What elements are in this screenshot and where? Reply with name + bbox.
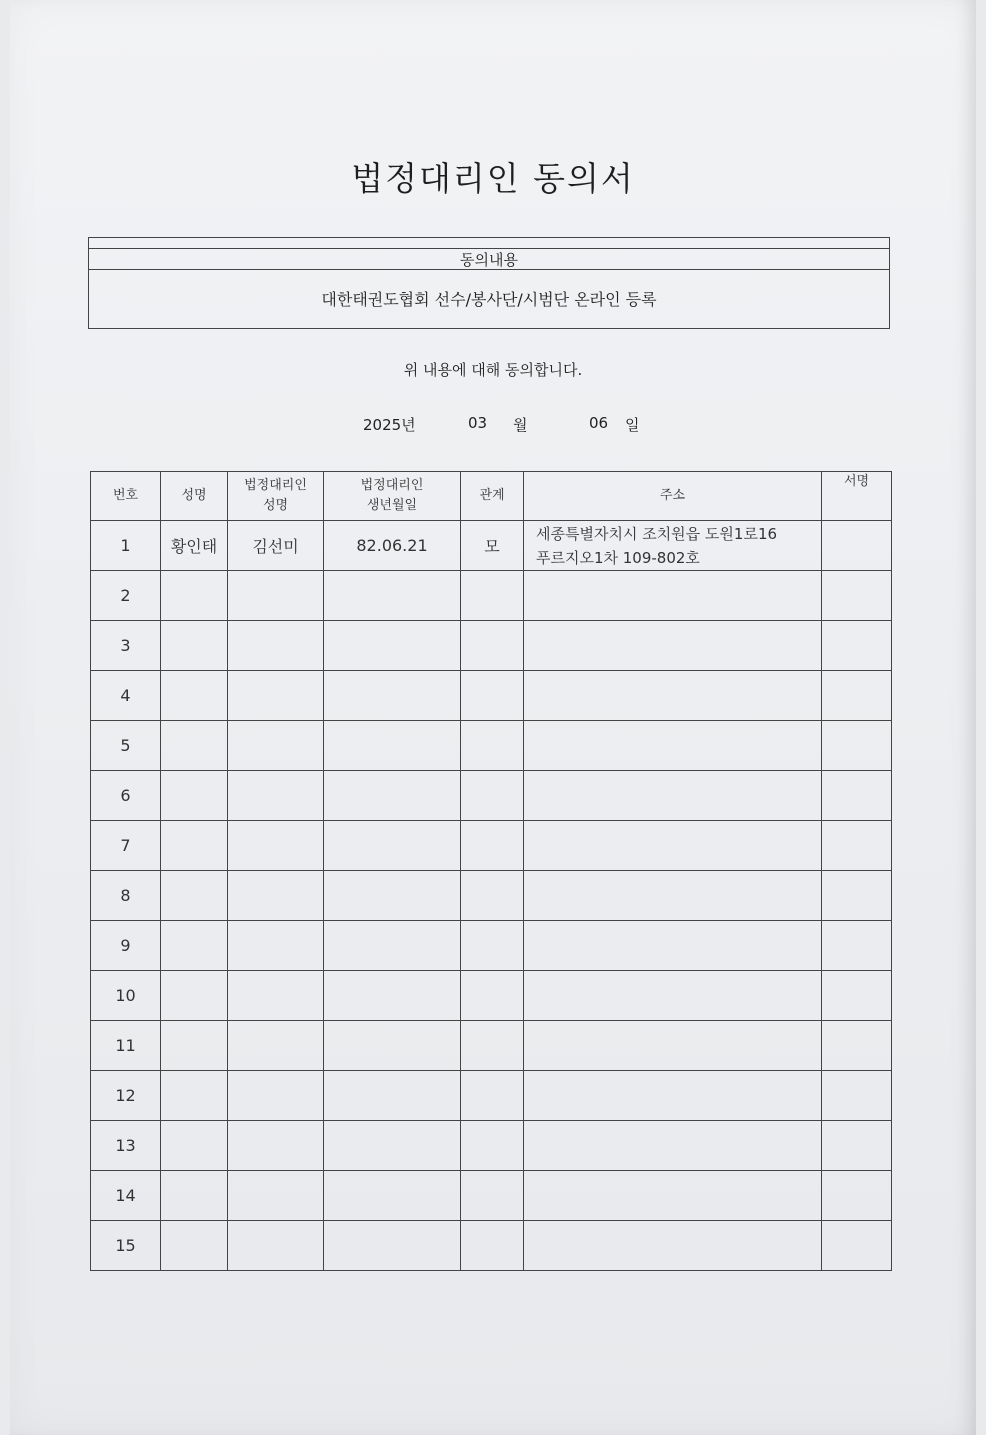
cell-no: 15	[91, 1221, 161, 1271]
cell-relation	[461, 971, 524, 1021]
cell-name	[161, 821, 228, 871]
cell-address	[524, 1171, 822, 1221]
cell-address	[524, 1221, 822, 1271]
cell-signature	[822, 671, 892, 721]
cell-signature	[822, 971, 892, 1021]
cell-signature	[822, 921, 892, 971]
header-no: 번호	[91, 472, 161, 521]
cell-relation	[461, 1121, 524, 1171]
consent-box	[88, 237, 890, 329]
cell-guardian-birth	[324, 1071, 461, 1121]
cell-guardian-name	[228, 771, 324, 821]
table-row	[91, 571, 892, 621]
cell-no: 6	[91, 771, 161, 821]
cell-signature	[822, 1021, 892, 1071]
date-year: 2025년	[363, 416, 416, 434]
cell-no: 14	[91, 1171, 161, 1221]
cell-relation	[461, 671, 524, 721]
cell-name	[161, 621, 228, 671]
cell-relation: 모	[461, 521, 524, 571]
cell-guardian-birth	[324, 721, 461, 771]
cell-signature	[822, 1121, 892, 1171]
cell-signature	[822, 821, 892, 871]
cell-address	[524, 771, 822, 821]
cell-address	[524, 1071, 822, 1121]
cell-guardian-birth	[324, 921, 461, 971]
date-day-label: 일	[625, 416, 640, 434]
cell-address	[524, 971, 822, 1021]
header-signature: 서명	[822, 472, 892, 521]
cell-guardian-birth	[324, 871, 461, 921]
cell-signature	[822, 571, 892, 621]
cell-name	[161, 1071, 228, 1121]
cell-address: 세종특별자치시 조치원읍 도원1로16 푸르지오1차 109-802호	[524, 521, 822, 571]
cell-no: 9	[91, 921, 161, 971]
cell-name	[161, 921, 228, 971]
table-row	[91, 621, 892, 671]
cell-guardian-name: 김선미	[228, 521, 324, 571]
cell-guardian-name	[228, 1221, 324, 1271]
cell-relation	[461, 1171, 524, 1221]
header-guardian-name: 법정대리인 성명	[228, 472, 324, 521]
date-month: 03	[468, 414, 488, 432]
cell-no: 13	[91, 1121, 161, 1171]
consent-box-content: 대한태권도협회 선수/봉사단/시범단 온라인 등록	[321, 290, 657, 309]
consent-box-header: 동의내용	[89, 248, 889, 270]
cell-guardian-name	[228, 1171, 324, 1221]
table-row	[91, 1121, 892, 1171]
cell-guardian-name	[228, 821, 324, 871]
table-row	[91, 721, 892, 771]
cell-name	[161, 871, 228, 921]
cell-name	[161, 1121, 228, 1171]
cell-signature	[822, 871, 892, 921]
cell-relation	[461, 571, 524, 621]
cell-name	[161, 671, 228, 721]
cell-name	[161, 571, 228, 621]
cell-name	[161, 1171, 228, 1221]
cell-no: 11	[91, 1021, 161, 1071]
cell-guardian-birth	[324, 1021, 461, 1071]
cell-guardian-name	[228, 871, 324, 921]
cell-name: 황인태	[161, 521, 228, 571]
cell-guardian-name	[228, 921, 324, 971]
header-guardian-birth: 법정대리인 생년월일	[324, 472, 461, 521]
cell-address	[524, 1121, 822, 1171]
table-header	[91, 472, 892, 521]
document-title: 법정대리인 동의서	[351, 159, 635, 198]
header-address: 주소	[524, 472, 822, 521]
table-row	[91, 1171, 892, 1221]
cell-name	[161, 721, 228, 771]
table-row	[91, 971, 892, 1021]
date-day: 06	[589, 414, 609, 432]
header-name: 성명	[161, 472, 228, 521]
cell-guardian-name	[228, 571, 324, 621]
cell-no: 4	[91, 671, 161, 721]
cell-signature	[822, 621, 892, 671]
cell-name	[161, 1221, 228, 1271]
cell-guardian-name	[228, 1121, 324, 1171]
cell-guardian-name	[228, 1071, 324, 1121]
cell-no: 2	[91, 571, 161, 621]
cell-guardian-birth: 82.06.21	[324, 521, 461, 571]
cell-no: 8	[91, 871, 161, 921]
cell-relation	[461, 1071, 524, 1121]
cell-address	[524, 721, 822, 771]
cell-guardian-birth	[324, 1121, 461, 1171]
cell-guardian-birth	[324, 771, 461, 821]
cell-guardian-birth	[324, 971, 461, 1021]
cell-relation	[461, 1021, 524, 1071]
cell-guardian-name	[228, 621, 324, 671]
cell-guardian-name	[228, 1021, 324, 1071]
cell-no: 1	[91, 521, 161, 571]
date-month-label: 월	[513, 416, 528, 434]
cell-no: 5	[91, 721, 161, 771]
cell-guardian-birth	[324, 1171, 461, 1221]
table-body	[91, 521, 892, 1271]
cell-address	[524, 571, 822, 621]
cell-relation	[461, 1221, 524, 1271]
cell-address	[524, 871, 822, 921]
cell-name	[161, 771, 228, 821]
guardian-table	[90, 471, 892, 1271]
table-row	[91, 921, 892, 971]
cell-guardian-birth	[324, 671, 461, 721]
cell-guardian-name	[228, 971, 324, 1021]
cell-no: 3	[91, 621, 161, 671]
table-row	[91, 671, 892, 721]
table-row	[91, 521, 892, 571]
header-row	[91, 472, 892, 521]
cell-relation	[461, 921, 524, 971]
header-relation: 관계	[461, 472, 524, 521]
cell-address	[524, 1021, 822, 1071]
cell-no: 12	[91, 1071, 161, 1121]
cell-address	[524, 621, 822, 671]
cell-guardian-name	[228, 671, 324, 721]
cell-guardian-birth	[324, 621, 461, 671]
cell-address	[524, 671, 822, 721]
cell-guardian-birth	[324, 1221, 461, 1271]
table-row	[91, 821, 892, 871]
cell-no: 10	[91, 971, 161, 1021]
cell-address	[524, 921, 822, 971]
cell-no: 7	[91, 821, 161, 871]
cell-address	[524, 821, 822, 871]
cell-relation	[461, 721, 524, 771]
cell-guardian-birth	[324, 571, 461, 621]
cell-signature	[822, 521, 892, 571]
cell-signature	[822, 1171, 892, 1221]
table-row	[91, 1021, 892, 1071]
cell-signature	[822, 771, 892, 821]
agreement-text: 위 내용에 대해 동의합니다.	[403, 361, 583, 379]
table-row	[91, 1071, 892, 1121]
cell-relation	[461, 621, 524, 671]
table-row	[91, 1221, 892, 1271]
cell-name	[161, 1021, 228, 1071]
cell-relation	[461, 821, 524, 871]
cell-signature	[822, 721, 892, 771]
cell-name	[161, 971, 228, 1021]
cell-guardian-name	[228, 721, 324, 771]
cell-guardian-birth	[324, 821, 461, 871]
table-row	[91, 771, 892, 821]
table-row	[91, 871, 892, 921]
cell-signature	[822, 1071, 892, 1121]
cell-relation	[461, 771, 524, 821]
cell-relation	[461, 871, 524, 921]
cell-signature	[822, 1221, 892, 1271]
